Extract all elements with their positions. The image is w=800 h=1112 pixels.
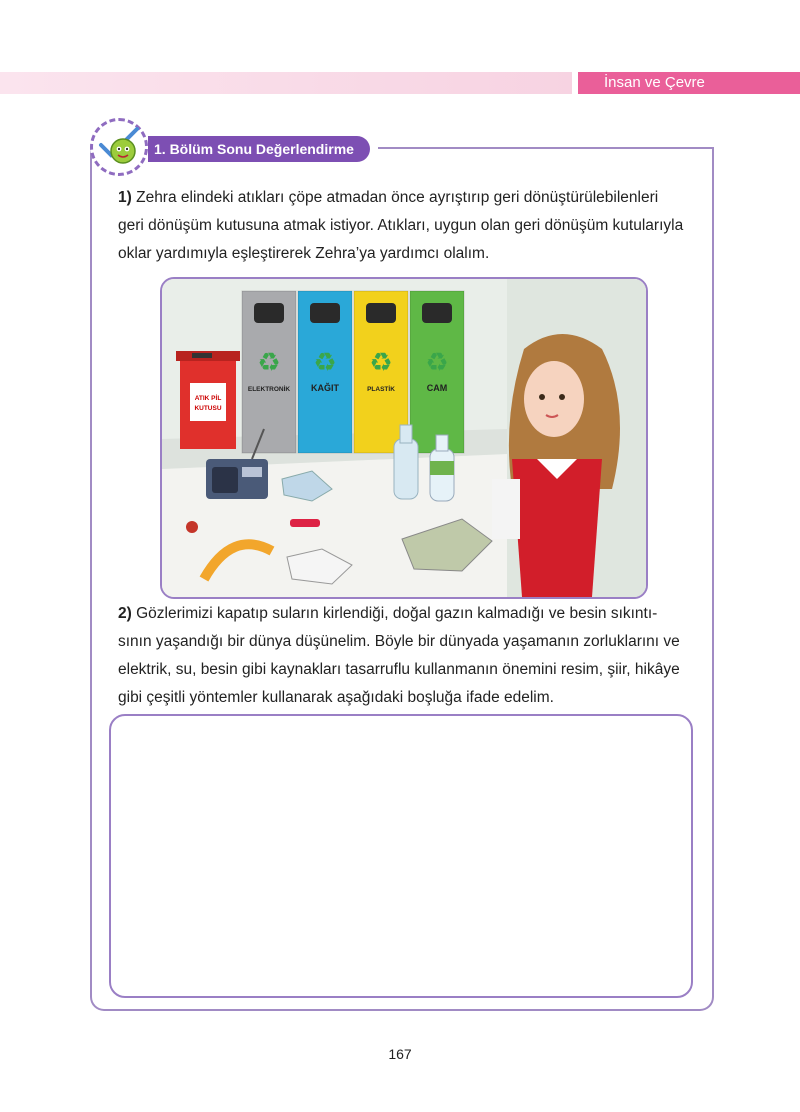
recycle-bin-1 [242,291,296,453]
question-1-line-3: oklar yardımıyla eşleştirerek Zehra’ya yardımcı olalım. [118,245,490,262]
recycling-illustration [160,277,648,599]
question-1 [118,184,700,268]
battery-box [176,351,240,449]
question-1-line-2: geri dönüşüm kutusuna atmak istiyor. Atıkları, uygun olan geri dönüşüm kutularıyla [118,217,684,234]
section-title: 1. Bölüm Sonu Değerlendirme [148,136,370,162]
question-2-line-3: elektrik, su, besin gibi kaynakları tasarruflu kullanmanın önemini resim, şiir, hikâye [118,661,680,678]
mascot-icon [93,121,145,173]
battery-box-label-2: KUTUSU [194,405,222,412]
battery-waste [290,519,320,527]
question-2 [118,600,700,712]
recycle-bin-label: ELEKTRONİK [247,386,291,393]
question-1-line-1: Zehra elindeki atıkları çöpe atmadan önce ayrıştırıp geri dönüştürülebilenleri [131,189,659,206]
recycle-bin-2 [298,291,352,453]
apple-core [186,521,198,533]
question-1-number: 1) [118,189,132,206]
answer-area[interactable] [109,714,693,998]
recycle-bin-4 [410,291,464,453]
question-2-number: 2) [118,605,132,622]
recycle-icon: ♻ [369,347,393,377]
chapter-tab: İnsan ve Çevre [578,72,800,94]
question-2-line-4: gibi çeşitli yöntemler kullanarak aşağıdaki boşluğa ifade edelim. [118,689,554,706]
question-2-line-2: sının yaşandığı bir dünya düşünelim. Böyle bir dünyada yaşamanın zorluklarını ve [118,633,680,650]
battery-box-label-1: ATIK PİL [194,395,222,402]
recycle-icon: ♻ [425,347,449,377]
recycle-icon: ♻ [313,347,337,377]
recycle-bin-label: CAM [426,383,448,393]
header-band [0,72,572,94]
recycle-icon: ♻ [257,347,281,377]
page-number: 167 [388,1046,412,1062]
recycle-bin-label: PLASTİK [367,386,395,393]
question-2-line-1: Gözlerimizi kapatıp suların kirlendiği, doğal gazın kalmadığı ve besin sıkıntı- [131,605,658,622]
recycle-bin-label: KAĞIT [311,383,339,393]
mascot-badge [90,118,148,176]
